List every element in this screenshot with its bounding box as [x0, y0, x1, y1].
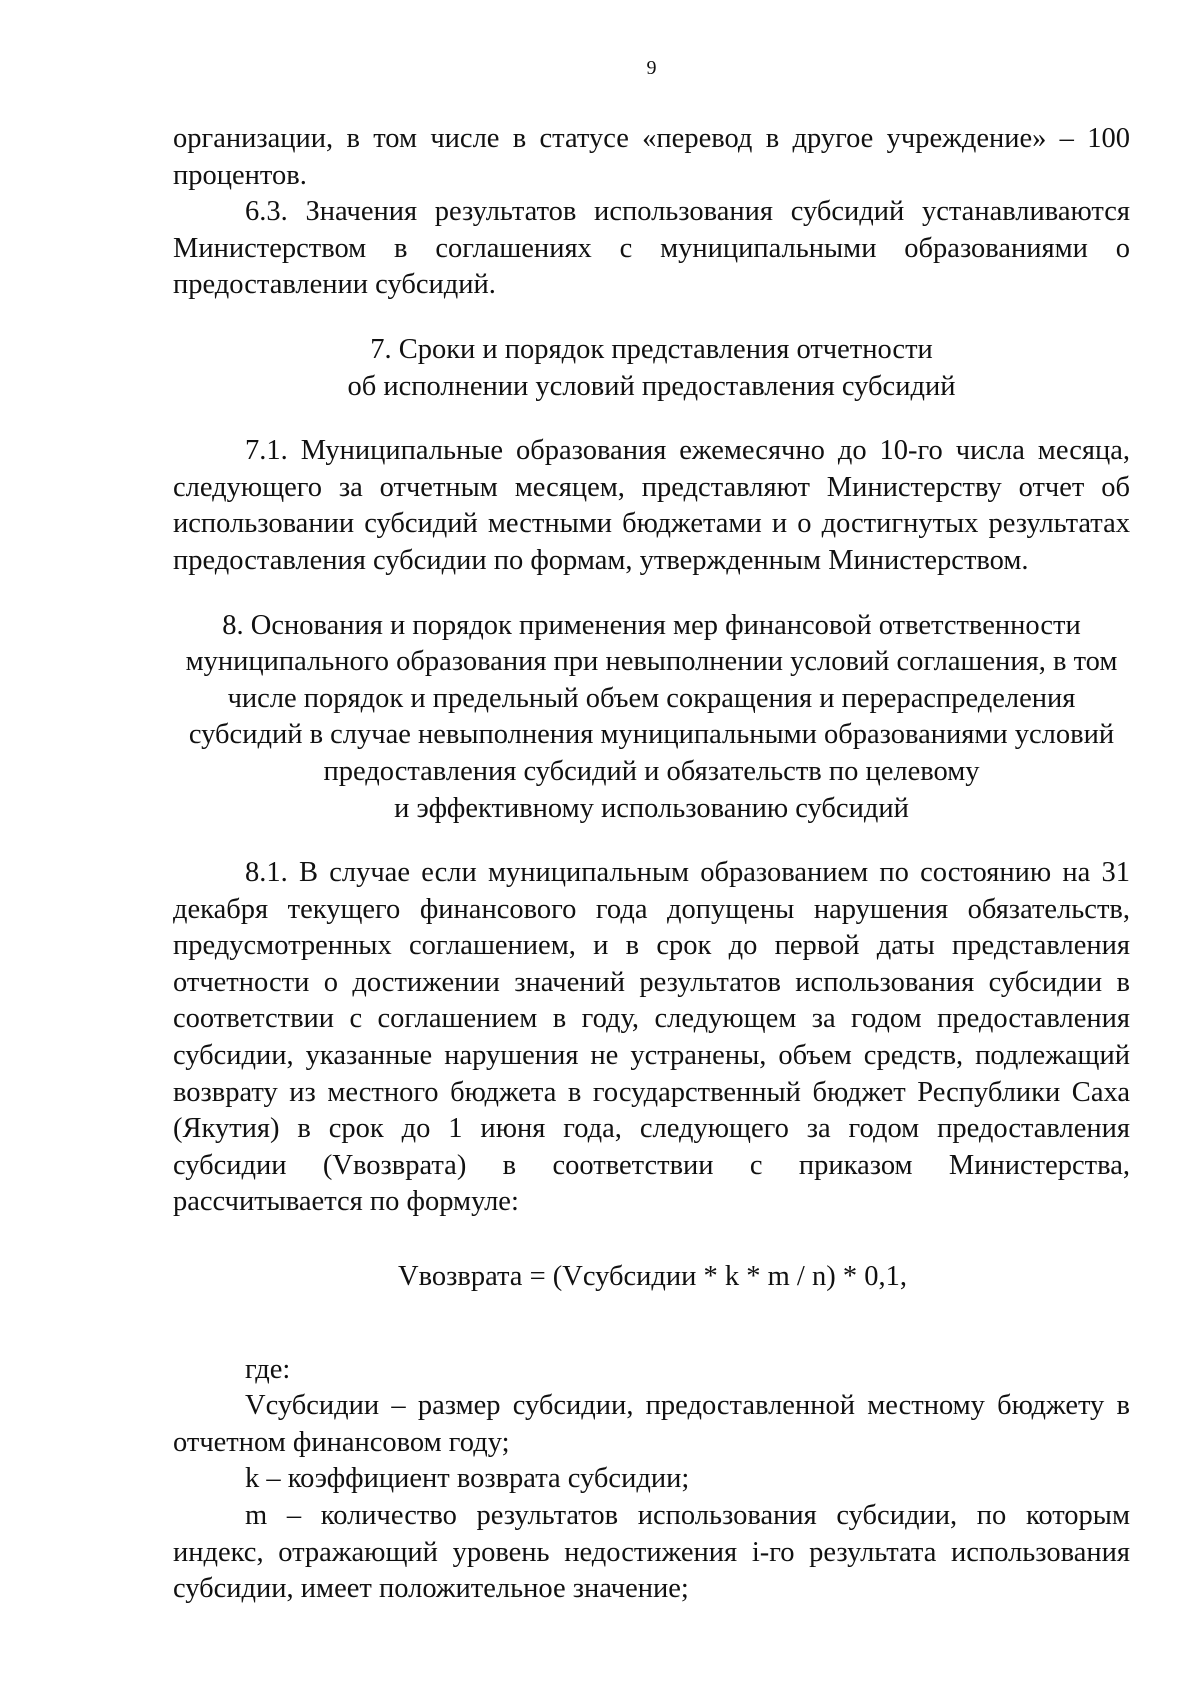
section-8-heading: [173, 608, 1130, 828]
paragraph-6-3: 6.3. Значения результатов использования субсидий устанавливаются Министерством в соглашениях с муниципальными образованиями о предоставлении субсидий.: [173, 196, 1130, 301]
where-label: где:: [245, 1353, 291, 1385]
definition-v-subsidy: Vсубсидии – размер субсидии, предоставленной местному бюджету в отчетном финансовом году;: [173, 1390, 1130, 1458]
document-body: [173, 121, 1130, 1608]
section-7-heading-line: 7. Сроки и порядок представления отчетности: [370, 333, 933, 365]
section-8-heading-line: муниципального образования при невыполнении условий соглашения, в том: [185, 646, 1118, 678]
definition-m: m – количество результатов использования субсидии, по которым индекс, отражающий уровень недостижения i-го результата использования субсидии, имеет положительное значение;: [173, 1500, 1130, 1605]
section-8-heading-line: 8. Основания и порядок применения мер финансовой ответственности: [222, 609, 1081, 641]
formula: Vвозврата = (Vсубсидии * k * m / n) * 0,1,: [398, 1261, 907, 1293]
paragraph-continuation: организации, в том числе в статусе «перевод в другое учреждение» – 100 процентов.: [173, 123, 1130, 191]
section-8-heading-line: субсидий в случае невыполнения муниципальными образованиями условий: [188, 719, 1115, 751]
paragraph-7-1: 7.1. Муниципальные образования ежемесячно до 10-го числа месяца, следующего за отчетным месяцем, представляют Министерству отчет об использовании субсидий местными бюджетами и о достигнутых результатах предоставления субсидии по формам, утвержденным Министерством.: [173, 435, 1130, 576]
section-8-heading-line: предоставления субсидий и обязательств по целевому: [323, 755, 980, 787]
section-8-heading-line: числе порядок и предельный объем сокращения и перераспределения: [227, 682, 1076, 714]
page-number: 9: [646, 57, 657, 79]
section-8-heading-line: и эффективному использованию субсидий: [394, 792, 909, 824]
section-7-heading-line: об исполнении условий предоставления субсидий: [347, 370, 956, 402]
paragraph-8-1: 8.1. В случае если муниципальным образованием по состоянию на 31 декабря текущего финансового года допущены нарушения обязательств, предусмотренных соглашением, и в срок до первой даты представления отчетности о достижении значений результатов использования субсидии в соответствии с соглашением в году, следующем за годом предоставления субсидии, указанные нарушения не устранены, объем средств, подлежащий возврату из местного бюджета в государственный бюджет Республики Саха (Якутия) в срок до 1 июня года, следующего за годом предоставления субсидии (Vвозврата) в соответствии с приказом Министерства, рассчитывается по формуле:: [173, 857, 1130, 1218]
definition-k: k – коэффициент возврата субсидии;: [245, 1463, 690, 1495]
section-7-heading: [173, 332, 1130, 405]
